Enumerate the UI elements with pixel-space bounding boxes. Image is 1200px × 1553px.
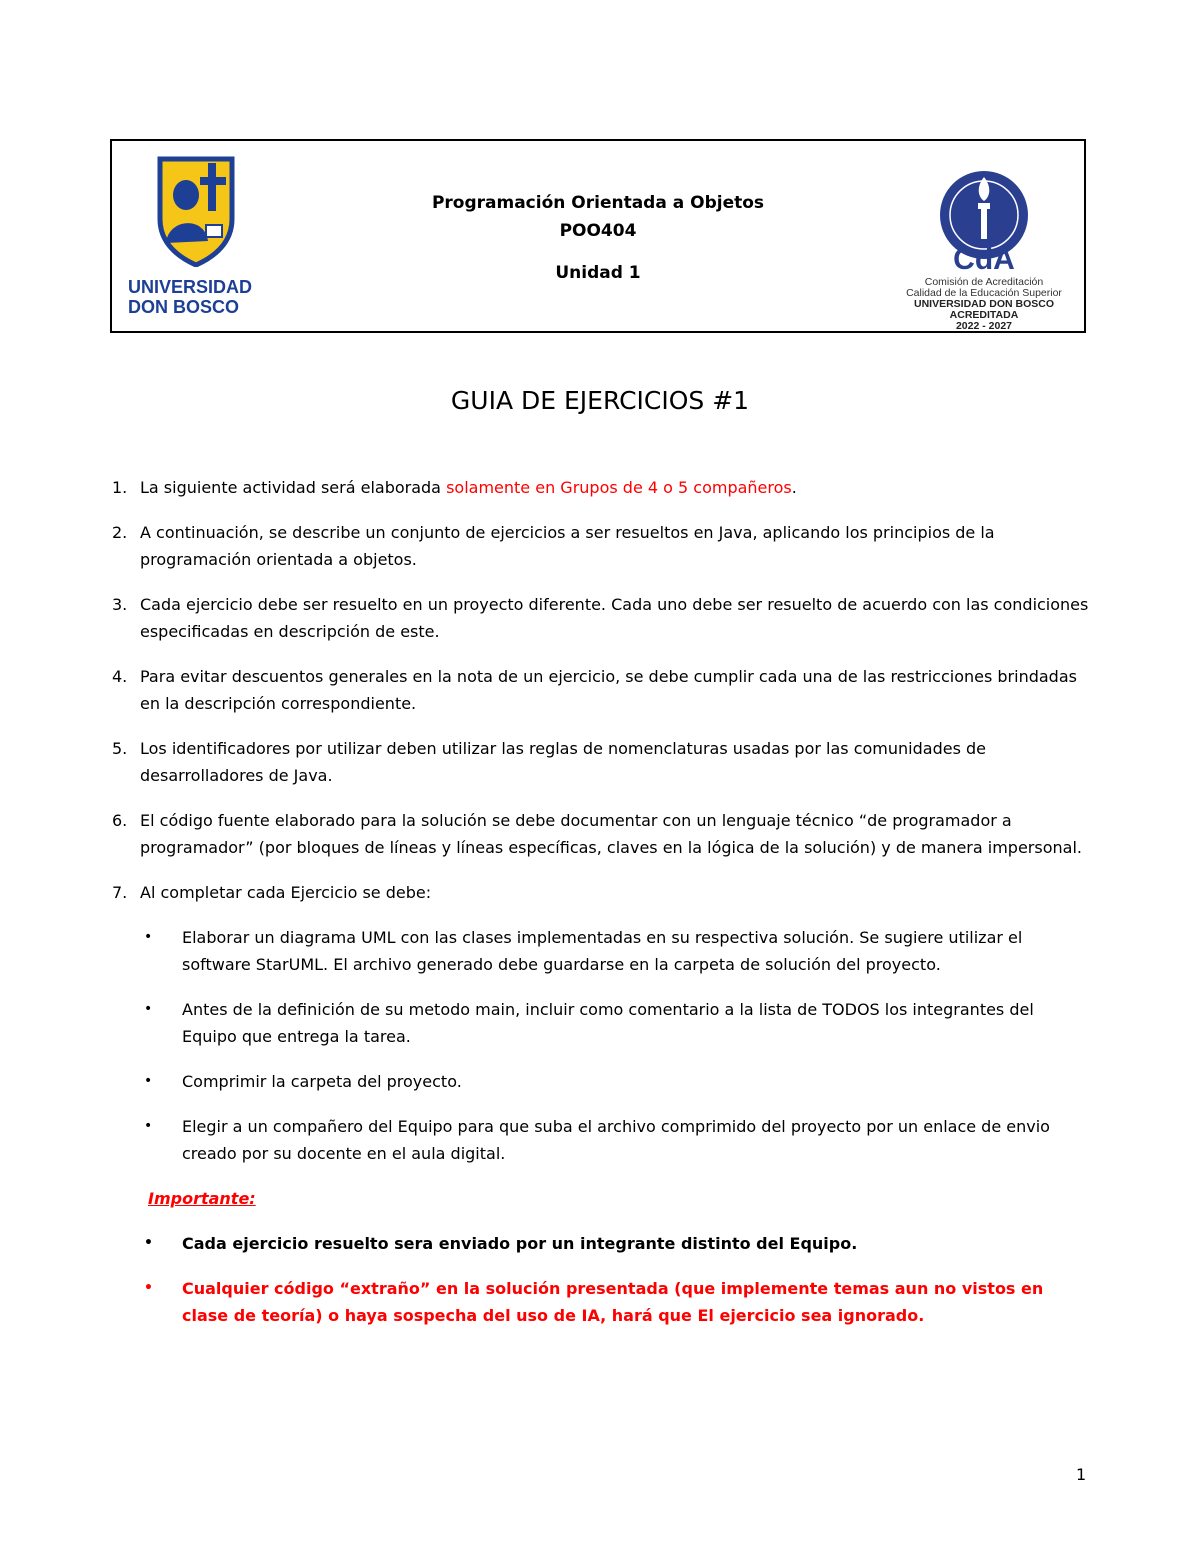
udb-wordmark-line1: UNIVERSIDAD	[128, 277, 253, 297]
important-bullet	[112, 1230, 1092, 1257]
cda-logo	[896, 155, 1072, 332]
instructions	[112, 474, 1092, 1347]
list-item	[112, 807, 1092, 861]
bullet-text: Elegir a un compañero del Equipo para que suba el archivo comprimido del proyecto por un enlace de envio creado por su docente en el aula digital.	[182, 1117, 1050, 1163]
bullet-text: Antes de la definición de su metodo main, incluir como comentario a la lista de TODOS los integrantes del Equipo que entrega la tarea.	[182, 1000, 1034, 1046]
item-text: Al completar cada Ejercicio se debe:	[140, 883, 432, 902]
bullet-icon: •	[144, 1280, 153, 1296]
item-text-end: .	[791, 478, 797, 497]
item-number: 2.	[112, 523, 128, 542]
bullet-item	[112, 1068, 1092, 1095]
list-item	[112, 591, 1092, 645]
list-item	[112, 519, 1092, 573]
list-item	[112, 735, 1092, 789]
item-number: 5.	[112, 739, 128, 758]
page-number: 1	[1076, 1465, 1087, 1484]
cda-line3: UNIVERSIDAD DON BOSCO	[913, 298, 1054, 310]
list-item	[112, 474, 1092, 501]
bullet-item	[112, 924, 1092, 978]
item-text: A continuación, se describe un conjunto de ejercicios a ser resueltos en Java, aplicando los principios de la programación orientada a objetos.	[140, 523, 995, 569]
bullet-icon: •	[144, 929, 153, 945]
cda-line2: Calidad de la Educación Superior	[906, 287, 1062, 299]
header-box	[110, 139, 1086, 333]
bullet-text: Comprimir la carpeta del proyecto.	[182, 1072, 462, 1091]
item-number: 6.	[112, 811, 128, 830]
item-number: 4.	[112, 667, 128, 686]
item-number: 3.	[112, 595, 128, 614]
udb-wordmark-line2: DON BOSCO	[128, 297, 240, 317]
list-item	[112, 663, 1092, 717]
cda-acronym: CdA	[953, 243, 1015, 275]
bullet-icon: •	[144, 1235, 153, 1251]
item-number: 1.	[112, 478, 128, 497]
item-number: 7.	[112, 883, 128, 902]
course-code: POO404	[559, 221, 637, 241]
bullet-item	[112, 1113, 1092, 1167]
bullet-icon: •	[144, 1118, 153, 1134]
item-highlight: solamente en Grupos de 4 o 5 compañeros	[446, 478, 792, 497]
important-text: Cada ejercicio resuelto sera enviado por un integrante distinto del Equipo.	[182, 1234, 858, 1253]
course-name: Programación Orientada a Objetos	[431, 193, 765, 213]
warning-bullet	[112, 1275, 1092, 1329]
bullet-text: Elaborar un diagrama UML con las clases implementadas en su respectiva solución. Se sugiere utilizar el software StarUML. El archivo generado debe guardarse en la carpeta de solución del proyecto.	[182, 928, 1023, 974]
cda-caption	[896, 277, 1072, 332]
bullet-icon: •	[144, 1073, 153, 1089]
cda-emblem-icon	[940, 155, 1028, 275]
cda-line5: 2022 - 2027	[955, 320, 1013, 332]
document-title: GUIA DE EJERCICIOS #1	[450, 386, 750, 415]
warning-text: Cualquier código “extraño” en la solución presentada (que implemente temas aun no vistos en clase de teoría) o haya sospecha del uso de IA, hará que El ejercicio sea ignorado.	[182, 1279, 1044, 1325]
item-text: Para evitar descuentos generales en la nota de un ejercicio, se debe cumplir cada una de las restricciones brindadas en la descripción correspondiente.	[140, 667, 1077, 713]
bullet-item	[112, 996, 1092, 1050]
item-text: Cada ejercicio debe ser resuelto en un proyecto diferente. Cada uno debe ser resuelto de acuerdo con las condiciones especificadas en descripción de este.	[140, 595, 1089, 641]
cda-line4: ACREDITADA	[949, 309, 1019, 321]
item-text: La siguiente actividad será elaborada	[140, 478, 447, 497]
unit-label: Unidad 1	[555, 263, 641, 283]
bullet-icon: •	[144, 1001, 153, 1017]
important-label: Importante:	[148, 1189, 256, 1208]
list-item	[112, 879, 1092, 906]
item-text: El código fuente elaborado para la solución se debe documentar con un lenguaje técnico “de programador a programador” (por bloques de líneas y líneas específicas, claves en la lógica de la solución) y de manera impersonal.	[140, 811, 1082, 857]
item-text: Los identificadores por utilizar deben utilizar las reglas de nomenclaturas usadas por las comunidades de desarrolladores de Java.	[140, 739, 986, 785]
cda-line1: Comisión de Acreditación	[924, 276, 1044, 288]
